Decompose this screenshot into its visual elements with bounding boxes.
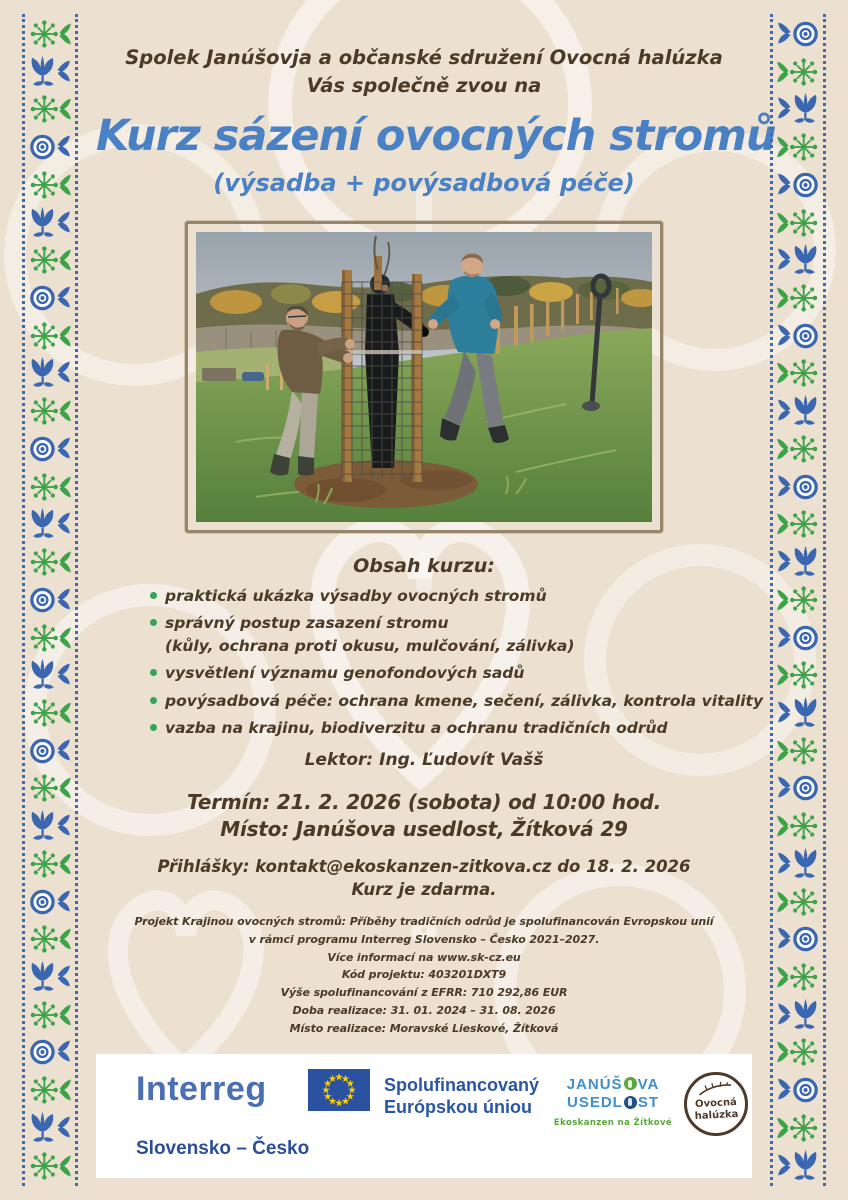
folk-snow-icon [775, 734, 821, 768]
fineprint-line: Kód projektu: 403201DXT9 [341, 968, 507, 982]
wheel-o-icon [624, 1096, 637, 1109]
haluzka-label-line1: Ovocná [694, 1096, 738, 1110]
folk-tulip-icon [775, 394, 821, 428]
bullet-icon [150, 724, 157, 731]
fineprint-line: v rámci programu Interreg Slovensko – Česko 2021–2027. [248, 932, 600, 946]
folk-snow-icon [775, 1111, 821, 1145]
eu-label-line2: Európskou úniou [384, 1097, 532, 1118]
folk-snow-icon [27, 1149, 73, 1183]
photo-frame [185, 221, 663, 533]
woodpile [202, 368, 236, 381]
folk-border-right [770, 14, 826, 1186]
bullet-icon [150, 619, 157, 626]
folk-tulip-icon [775, 1149, 821, 1183]
flower-o-icon [624, 1077, 637, 1090]
poster-title: Kurz sázení ovocných stromů [96, 110, 776, 161]
folk-snow-icon [27, 168, 73, 202]
folk-snow-icon [775, 507, 821, 541]
folk-snow-icon [775, 658, 821, 692]
lector-line: Lektor: Ing. Ľudovít Vašš [304, 750, 544, 771]
eu-label-line1: Spolufinancovaný [384, 1074, 540, 1095]
bullet-text: správný postup zasazení stromu [165, 613, 449, 632]
folk-snow-icon [27, 545, 73, 579]
project-fineprint [96, 913, 752, 1038]
interreg-logo: Interreg [136, 1069, 267, 1108]
folk-rosette-icon [775, 17, 821, 51]
bullet-text: povýsadbová péče: ochrana kmene, sečení, zálivka, kontrola vitality [165, 691, 764, 710]
folk-tulip-icon [27, 206, 73, 240]
folk-tulip-icon [775, 545, 821, 579]
folk-rosette-icon [27, 734, 73, 768]
folk-border-left [22, 14, 78, 1186]
folk-snow-icon [27, 621, 73, 655]
folk-rosette-icon [27, 432, 73, 466]
haluzka-label-line2: halúzka [694, 1108, 739, 1122]
folk-snow-icon [27, 470, 73, 504]
poster-content [96, 0, 776, 1178]
janusova-text: USEDL [566, 1094, 623, 1112]
organizers-line: Spolek Janúšovja a občanské sdružení Ovocná halúzka [125, 46, 723, 69]
interreg-programme-label: Slovensko – Česko [136, 1137, 310, 1159]
folk-tulip-icon [27, 809, 73, 843]
folk-tulip-icon [27, 658, 73, 692]
folk-rosette-icon [775, 319, 821, 353]
folk-snow-icon [775, 356, 821, 390]
folk-snow-icon [27, 847, 73, 881]
folk-rosette-icon [775, 771, 821, 805]
folk-tulip-icon [27, 507, 73, 541]
fineprint-line: Výše spolufinancování z EFRR: 710 292,86 EUR [280, 986, 568, 1000]
folk-rosette-icon [27, 583, 73, 617]
folk-snow-icon [27, 243, 73, 277]
bullet-icon [150, 669, 157, 676]
fineprint-line: Více informací na www.sk-cz.eu [327, 950, 521, 964]
folk-tulip-icon [27, 960, 73, 994]
folk-tulip-icon [775, 847, 821, 881]
folk-snow-icon [27, 1073, 73, 1107]
folk-snow-icon [775, 583, 821, 617]
poster-subtitle: (výsadba + povýsadbová péče) [213, 168, 635, 197]
folk-snow-icon [775, 281, 821, 315]
bullet-icon [150, 697, 157, 704]
folk-rosette-icon [27, 885, 73, 919]
folk-snow-icon [775, 1035, 821, 1069]
folk-snow-icon [775, 130, 821, 164]
application-line: Přihlášky: kontakt@ekoskanzen-zitkova.cz do 18. 2. 2026 [157, 857, 691, 877]
bullet-text: vazba na krajinu, biodiverzitu a ochranu tradičních odrůd [165, 718, 668, 737]
folk-tulip-icon [775, 696, 821, 730]
folk-tulip-icon [27, 356, 73, 390]
list-item [148, 690, 764, 713]
bullet-icon [150, 592, 157, 599]
eu-cofinancing-label [384, 1074, 539, 1119]
invitation-line: Vás společně zvou na [306, 74, 542, 98]
folk-rosette-icon [775, 922, 821, 956]
folk-snow-icon [27, 319, 73, 353]
folk-snow-icon [27, 696, 73, 730]
janusova-text: ST [637, 1094, 659, 1112]
intro-block [96, 44, 752, 101]
free-course-line: Kurz je zdarma. [351, 879, 497, 899]
folk-snow-icon [775, 432, 821, 466]
folk-rosette-icon [27, 281, 73, 315]
folk-snow-icon [775, 885, 821, 919]
janusova-text: VA [637, 1075, 660, 1093]
content-heading: Obsah kurzu: [353, 554, 495, 577]
ekoskanzen-label: Ekoskanzen na Žítkové [553, 1118, 673, 1129]
folk-rosette-icon [775, 470, 821, 504]
folk-snow-icon [775, 960, 821, 994]
folk-rosette-icon [27, 130, 73, 164]
folk-tulip-icon [775, 92, 821, 126]
course-content-list [148, 585, 764, 741]
branch-icon [695, 1080, 736, 1098]
folk-snow-icon [775, 809, 821, 843]
folk-snow-icon [27, 17, 73, 51]
list-item [148, 662, 752, 685]
folk-tulip-icon [775, 998, 821, 1032]
folk-snow-icon [775, 206, 821, 240]
janusova-line2 [552, 1094, 674, 1113]
folk-snow-icon [27, 771, 73, 805]
folk-rosette-icon [775, 621, 821, 655]
mesh-crossbar [342, 350, 422, 354]
folk-rosette-icon [27, 1035, 73, 1069]
place-line: Místo: Janúšova usedlost, Žítková 29 [220, 817, 628, 842]
folk-tulip-icon [27, 1111, 73, 1145]
folk-snow-icon [27, 922, 73, 956]
fineprint-line: Projekt Krajinou ovocných stromů: Příběhy tradičních odrůd je spolufinancován Evropskou unií [134, 914, 714, 928]
date-line: Termín: 21. 2. 2026 (sobota) od 10:00 hod. [186, 790, 662, 815]
eu-flag-icon [308, 1069, 370, 1111]
bullet-text: praktická ukázka výsadby ovocných stromů [165, 586, 547, 605]
bullet-subtext: (kůly, ochrana proti okusu, mulčování, zálivka) [165, 637, 575, 656]
ovocna-haluzka-logo [682, 1070, 749, 1137]
janusova-usedlost-logo [552, 1076, 674, 1129]
list-item [148, 717, 752, 740]
folk-tulip-icon [775, 243, 821, 277]
logo-band [96, 1054, 752, 1178]
bullet-text: vysvětlení významu genofondových sadů [165, 664, 525, 683]
folk-rosette-icon [775, 1073, 821, 1107]
folk-snow-icon [27, 394, 73, 428]
folk-snow-icon [27, 998, 73, 1032]
tree-planting-photo [196, 232, 652, 522]
list-item [148, 612, 752, 659]
distant-car [242, 372, 264, 381]
soil-clump [400, 470, 472, 490]
folk-tulip-icon [27, 55, 73, 89]
janusova-text: JANÚŠ [566, 1075, 623, 1093]
fineprint-line: Doba realizace: 31. 01. 2024 – 31. 08. 2026 [292, 1003, 556, 1017]
janusova-line1 [552, 1076, 674, 1095]
folk-rosette-icon [775, 168, 821, 202]
list-item [148, 585, 752, 608]
folk-snow-icon [27, 92, 73, 126]
fineprint-line: Místo realizace: Moravské Lieskové, Žítková [289, 1021, 559, 1035]
folk-snow-icon [775, 55, 821, 89]
